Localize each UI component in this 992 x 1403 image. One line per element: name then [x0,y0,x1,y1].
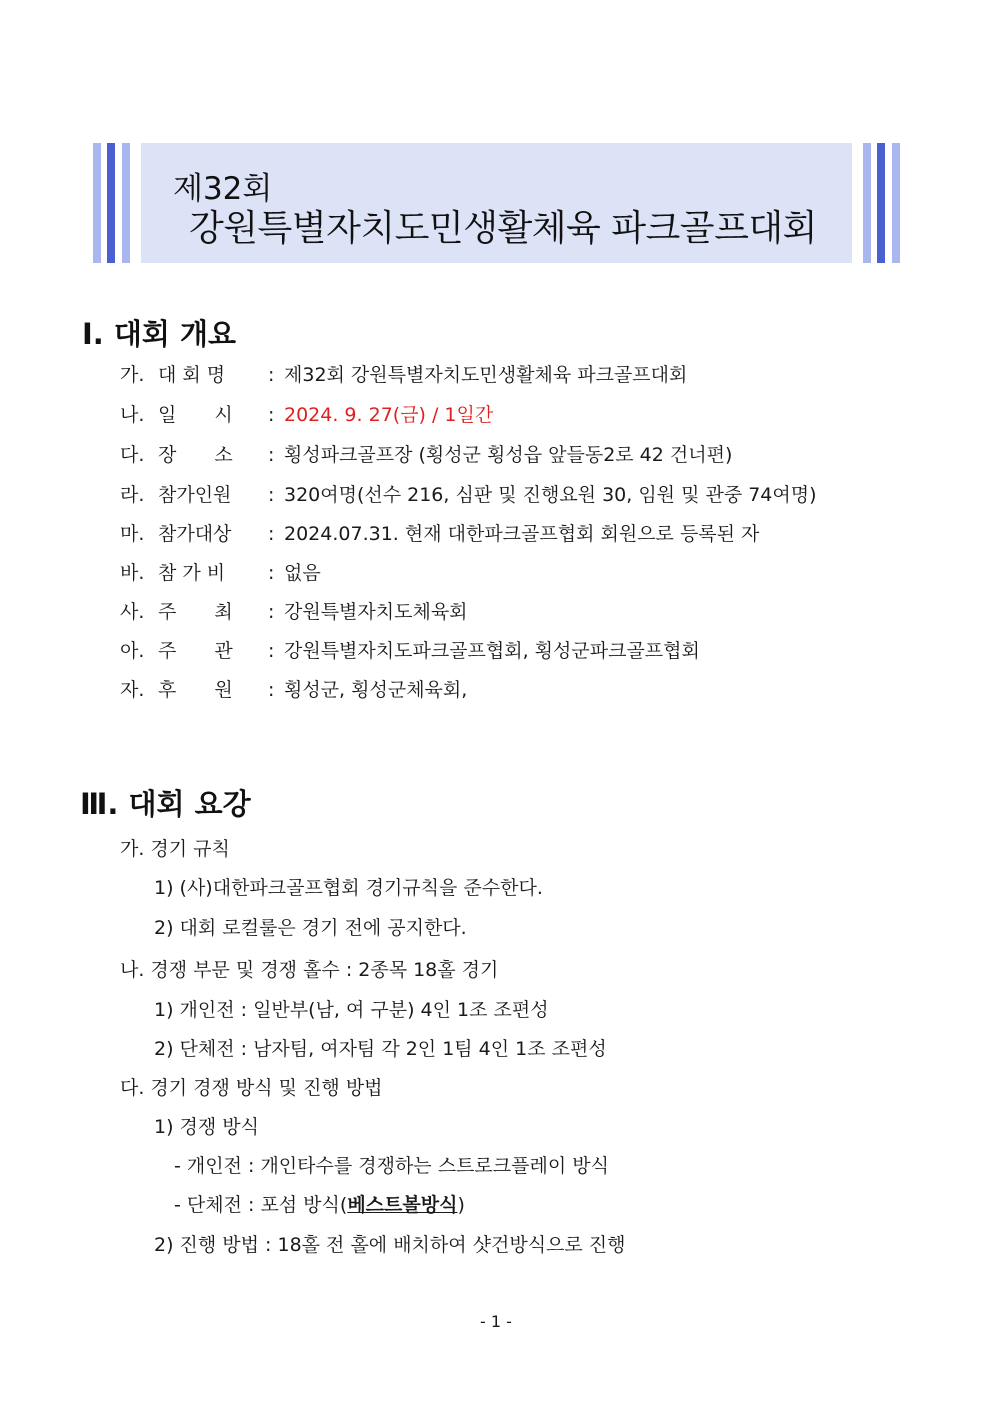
rules-item-2: 2) 대회 로컬룰은 경기 전에 공지한다. [154,917,467,939]
overview-value: 횡성파크골프장 (횡성군 횡성읍 앞들동2로 42 건너편) [284,444,733,466]
left-bar-light-2 [122,143,130,263]
overview-mark: 바. [120,562,145,584]
overview-label: 대 회 명 [158,364,226,386]
overview-label: 참가대상 [158,523,232,545]
overview-row [120,677,467,703]
overview-row [120,482,817,508]
division-item-2: 2) 단체전 : 남자팀, 여자팀 각 2인 1팀 4인 1조 조편성 [154,1038,607,1060]
overview-label: 후 원 [158,679,233,701]
method-item-2: 2) 진행 방법 : 18홀 전 홀에 배치하여 샷건방식으로 진행 [154,1234,626,1256]
method-item-1b [174,1192,465,1218]
method-item-1: 1) 경쟁 방식 [154,1116,259,1138]
overview-mark: 나. [120,404,145,426]
overview-value: 320여명(선수 216, 심판 및 진행요원 30, 임원 및 관중 74여명) [284,484,817,506]
overview-mark: 다. [120,444,145,466]
right-bar-dark [877,143,885,263]
overview-label: 참 가 비 [158,562,226,584]
rules-title: 가. 경기 규칙 [120,838,230,860]
overview-colon: : [268,404,275,426]
section1-heading: Ⅰ. 대회 개요 [82,317,237,351]
overview-mark: 아. [120,640,145,662]
page-number: - 1 - [480,1312,512,1331]
overview-colon: : [268,523,275,545]
overview-colon: : [268,484,275,506]
left-bar-dark [107,143,115,263]
overview-row [120,442,732,468]
section3-heading: Ⅲ. 대회 요강 [80,787,251,821]
overview-colon: : [268,601,275,623]
title-panel [141,143,852,263]
overview-label: 일 시 [158,404,233,426]
overview-value: 강원특별자치도파크골프협회, 횡성군파크골프협회 [284,640,700,662]
overview-value: 2024. 9. 27(금) / 1일간 [284,404,494,426]
overview-colon: : [268,640,275,662]
division-title: 나. 경쟁 부문 및 경쟁 홀수 : 2종목 18홀 경기 [120,959,499,981]
method-title: 다. 경기 경쟁 방식 및 진행 방법 [120,1077,383,1099]
title-edition: 제32회 [173,171,273,207]
overview-value: 없음 [284,562,321,584]
overview-label: 장 소 [158,444,233,466]
overview-mark: 마. [120,523,145,545]
overview-row [120,402,493,428]
overview-row [120,362,687,388]
method-item-1b-prefix: - 단체전 : 포섬 방식( [174,1194,348,1216]
overview-mark: 자. [120,679,145,701]
overview-mark: 가. [120,364,145,386]
overview-colon: : [268,364,275,386]
title-main: 강원특별자치도민생활체육 파크골프대회 [189,208,817,249]
left-bar-light-1 [93,143,101,263]
overview-row [120,599,468,625]
title-banner [93,143,900,263]
method-item-1b-emphasis: 베스트볼방식 [347,1194,458,1216]
overview-row [120,560,321,586]
overview-colon: : [268,444,275,466]
right-bar-light-2 [892,143,900,263]
division-item-1: 1) 개인전 : 일반부(남, 여 구분) 4인 1조 조편성 [154,999,549,1021]
overview-label: 주 관 [158,640,233,662]
method-item-1b-suffix: ) [457,1194,465,1216]
right-bar-light-1 [863,143,871,263]
overview-row [120,521,759,547]
overview-value: 횡성군, 횡성군체육회, [284,679,468,701]
overview-label: 참가인원 [158,484,232,506]
method-item-1a: - 개인전 : 개인타수를 경쟁하는 스트로크플레이 방식 [174,1155,609,1177]
rules-item-1: 1) (사)대한파크골프협회 경기규칙을 준수한다. [154,877,543,899]
overview-label: 주 최 [158,601,233,623]
overview-value: 2024.07.31. 현재 대한파크골프협회 회원으로 등록된 자 [284,523,760,545]
overview-mark: 사. [120,601,145,623]
overview-mark: 라. [120,484,145,506]
overview-value: 제32회 강원특별자치도민생활체육 파크골프대회 [284,364,688,386]
overview-colon: : [268,679,275,701]
overview-colon: : [268,562,275,584]
overview-row [120,638,700,664]
overview-value: 강원특별자치도체육회 [284,601,468,623]
